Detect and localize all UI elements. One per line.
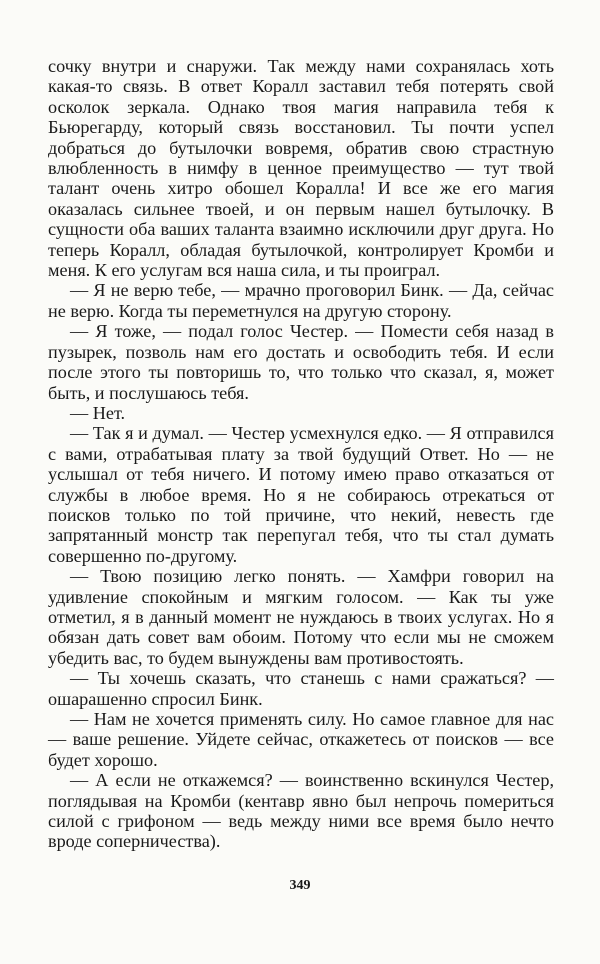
paragraph-7: — Ты хочешь сказать, что станешь с нами сражаться? — ошарашенно спросил Бинк. [48,668,554,709]
paragraph-6: — Твою позицию легко понять. — Хамфри говорил на удивление спокойным и мягким голосом. — Как ты уже отметил, я в данный момент не нуждаюсь в твоих услугах. Но я обязан дать совет вам обоим. Потому что если мы не сможем убедить вас, то будем вынуждены вам противостоять. [48,566,554,668]
paragraph-5: — Так я и думал. — Честер усмехнулся едко. — Я отправился с вами, отрабатывая плату за твой будущий Ответ. Но — не услышал от тебя ничего. И потому имею право отказаться от службы в любое время. Но я не собираюсь отрекаться от поисков только по той причине, что некий, невесть где запрятанный монстр так перепугал тебя, что ты стал думать совершенно по-другому. [48,423,554,566]
paragraph-1: сочку внутри и снаружи. Так между нами сохранялась хоть какая-то связь. В ответ Коралл заставил тебя потерять свой осколок зеркала. Однако твоя магия направила тебя к Бьюрегарду, который связь восстановил. Ты почти успел добраться до бутылочки вовремя, обратив свою страстную влюбленность в нимфу в ценное преимущество — тут твой талант очень хитро обошел Коралла! И все же его магия оказалась сильнее твоей, и он первым нашел бутылочку. В сущности оба ваших таланта взаимно исключили друг друга. Но теперь Коралл, обладая бутылочкой, контролирует Кромби и меня. К его услугам вся наша сила, и ты проиграл. [48,56,554,281]
paragraph-4: — Нет. [70,402,126,423]
page-number: 349 [289,878,311,893]
paragraph-8: — Нам не хочется применять силу. Но самое главное для нас — ваше решение. Уйдете сейчас, откажетесь от поисков — все будет хорошо. [48,709,554,770]
paragraph-2: — Я не верю тебе, — мрачно проговорил Бинк. — Да, сейчас не верю. Когда ты переметнулся на другую сторону. [48,280,554,321]
paragraph-3: — Я тоже, — подал голос Честер. — Помести себя назад в пузырек, позволь нам его достать и освободить тебя. И если после этого ты повторишь то, что только что сказал, я, может быть, и послушаюсь тебя. [48,321,554,403]
paragraph-9: — А если не откажемся? — воинственно вскинулся Честер, поглядывая на Кромби (кентавр явно был непрочь помериться силой с грифоном — ведь между ними все время было нечто вроде соперничества). [48,770,554,852]
page-body-text [48,56,554,852]
